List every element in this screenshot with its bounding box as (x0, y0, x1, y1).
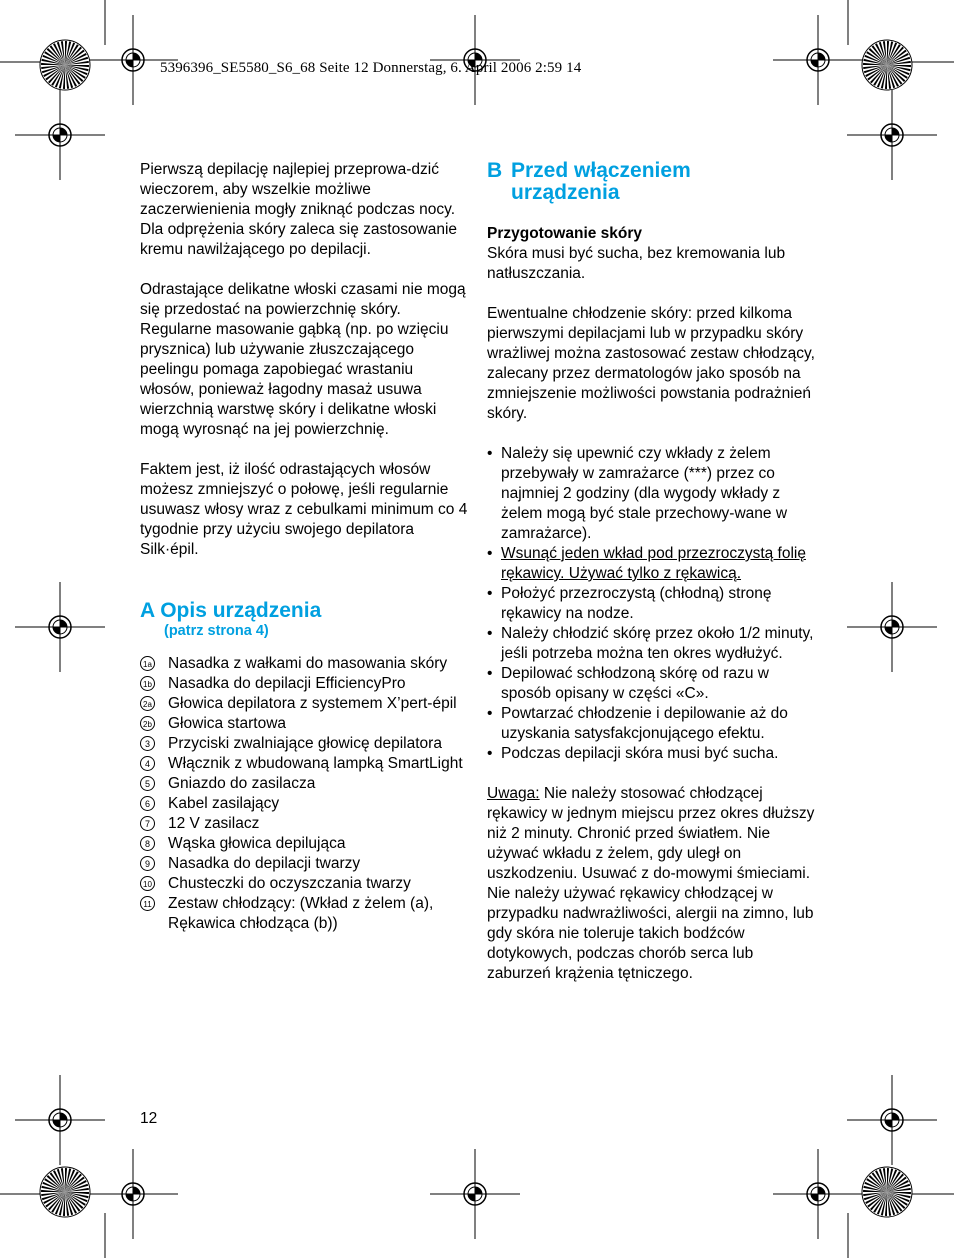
list-item: • Powtarzać chłodzenie i depilowanie aż do uzyskania satysfakcjonującego efektu. (487, 705, 788, 742)
section-b-letter: B (487, 159, 503, 182)
list-item (140, 674, 470, 694)
list-item (140, 714, 470, 734)
left-column (140, 160, 470, 934)
item-text: Zestaw chłodzący: (Wkład z żelem (a), Rękawica chłodząca (b)) (168, 895, 434, 932)
bullet-text: Podczas depilacji skóra musi być sucha. (501, 745, 779, 762)
section-b-title-line2: urządzenia (511, 181, 620, 204)
item-text: Głowica depilatora z systemem X’pert-épil (168, 695, 457, 712)
section-b-title-line1: Przed włączeniem (511, 159, 691, 182)
item-text: Nasadka do depilacji twarzy (168, 855, 361, 872)
list-item: • Depilować schłodzoną skórę od razu w sposób opisany w części «C». (487, 665, 769, 702)
list-item: • Podczas depilacji skóra musi być sucha. (487, 745, 779, 762)
intro-paragraph: Pierwszą depilację najlepiej przeprowa-dzić wieczorem, aby wszelkie możliwe zaczerwienienia mogły zniknąć podczas nocy. Dla odprężenia skóry zaleca się zastosowanie kremu nawilżającego po depilacji. (140, 161, 458, 258)
intro-paragraph: Faktem jest, iż ilość odrastających włosów możesz zmniejszyć o połowę, jeśli regularnie usuwasz włosy wraz z cebulkami minimum co 4 tygodnie przy użyciu swojego depilatora Silk·épil. (140, 461, 468, 558)
list-item (140, 794, 470, 814)
item-number-badge: 11 (140, 896, 155, 911)
list-item (140, 854, 470, 874)
item-number-badge: 2b (140, 716, 155, 731)
list-item: • Należy się upewnić czy wkłady z żelem przebywały w zamrażarce (***) przez co najmniej 2 godziny (dla wygody wkłady z żelem mogą być stale przechowy-wane w zamrażarce). (487, 445, 788, 542)
bullet-text: Wsunąć jeden wkład pod przezroczystą folię rękawicy. Używać tylko z rękawicą. (501, 545, 806, 582)
print-slug: 5396396_SE5580_S6_68 Seite 12 Donnerstag, 6. April 2006 2:59 14 (160, 60, 582, 76)
item-number-badge: 3 (140, 736, 155, 751)
list-item (140, 814, 470, 834)
item-number-badge: 7 (140, 816, 155, 831)
item-number-badge: 1a (140, 656, 155, 671)
star-target-icon (40, 40, 90, 90)
cooling-paragraph: Ewentualne chłodzenie skóry: przed kilkoma pierwszymi depilacjami lub w przypadku skóry wrażliwej można zastosować zestaw chłodzący, zalecany przez dermatologów jako sposób na zmniejszenie możliwości powstania podrażnień skóry. (487, 305, 815, 422)
item-text: Nasadka z wałkami do masowania skóry (168, 655, 448, 672)
item-number-badge: 5 (140, 776, 155, 791)
bullet-text: Depilować schłodzoną skórę od razu w sposób opisany w części «C». (501, 665, 769, 702)
section-a-subtitle: (patrz strona 4) (164, 623, 269, 639)
list-item (140, 734, 470, 754)
item-text: Wąska głowica depilująca (168, 835, 346, 852)
list-item (140, 834, 470, 854)
item-text: Głowica startowa (168, 715, 287, 732)
note-label: Uwaga: (487, 785, 540, 802)
list-item (140, 754, 470, 774)
item-text: Gniazdo do zasilacza (168, 775, 316, 792)
item-number-badge: 10 (140, 876, 155, 891)
registration-mark-icon (847, 1075, 937, 1165)
intro-paragraph: Odrastające delikatne włoski czasami nie mogą się przedostać na powierzchnię skóry. Regularne masowanie gąbką (np. po wzięciu prysznica) lub używanie złuszczającego peelingu pomaga zapobiegać wrastaniu włosów, ponieważ łagodny masaż usuwa wierzchnią warstwę skóry i delikatne włoski mogą wyrosnąć na jej powierzchnię. (140, 281, 466, 438)
list-item (140, 654, 470, 674)
item-text: 12 V zasilacz (168, 815, 260, 832)
page-number: 12 (140, 1110, 158, 1127)
star-target-icon (40, 1167, 90, 1217)
cooling-steps-list (487, 444, 817, 764)
star-target-icon (862, 40, 912, 90)
list-item (140, 874, 470, 894)
registration-mark-icon (773, 1149, 863, 1239)
note-paragraph (487, 784, 817, 984)
registration-mark-icon (847, 582, 937, 672)
bullet-text: Należy chłodzić skórę przez około 1/2 minuty, jeśli potrzeba można ten okres wydłużyć. (501, 625, 814, 662)
registration-mark-icon (15, 90, 105, 180)
list-item: • Wsunąć jeden wkład pod przezroczystą folię rękawicy. Używać tylko z rękawicą. (487, 545, 806, 582)
star-target-icon (862, 1167, 912, 1217)
item-number-badge: 9 (140, 856, 155, 871)
registration-mark-icon (773, 15, 863, 105)
item-number-badge: 8 (140, 836, 155, 851)
registration-mark-icon (430, 1149, 520, 1239)
section-b-title (487, 160, 817, 204)
right-column (487, 160, 817, 984)
list-item (140, 894, 470, 934)
registration-mark-icon (15, 1075, 105, 1165)
item-number-badge: 1b (140, 676, 155, 691)
bullet-text: Powtarzać chłodzenie i depilowanie aż do uzyskania satysfakcjonującego efektu. (501, 705, 788, 742)
note-text: Nie należy stosować chłodzącej rękawicy w jednym miejscu przez okres dłuższy niż 2 minuty. Chronić przed światłem. Nie używać wkładu z żelem, gdy uległ on uszkodzeniu. Usuwać z do-mowymi śmieciami. Nie należy używać rękawicy chłodzącej w przypadku nadwrażliwości, alergii na zimno, lub gdy skóra nie toleruje takich bodźców dotykowych, podczas chorób serca lub zaburzeń krążenia tętniczego. (487, 785, 815, 982)
registration-mark-icon (15, 582, 105, 672)
item-text: Włącznik z wbudowaną lampką SmartLight (168, 755, 463, 772)
list-item (140, 774, 470, 794)
item-number-badge: 6 (140, 796, 155, 811)
bullet-text: Należy się upewnić czy wkłady z żelem przebywały w zamrażarce (***) przez co najmniej 2 godziny (dla wygody wkłady z żelem mogą być stale przechowy-wane w zamrażarce). (501, 445, 788, 542)
registration-mark-icon (847, 90, 937, 180)
prep-heading: Przygotowanie skóry (487, 225, 643, 242)
item-text: Chusteczki do oczyszczania twarzy (168, 875, 411, 892)
registration-mark-icon (88, 1149, 178, 1239)
item-text: Kabel zasilający (168, 795, 280, 812)
parts-list (140, 654, 470, 934)
item-text: Nasadka do depilacji EfficiencyPro (168, 675, 406, 692)
list-item (140, 694, 470, 714)
section-a-title: A Opis urządzenia (140, 599, 322, 622)
item-number-badge: 4 (140, 756, 155, 771)
bullet-text: Położyć przezroczystą (chłodną) stronę rękawicy na nodze. (501, 585, 772, 622)
list-item: • Położyć przezroczystą (chłodną) stronę rękawicy na nodze. (487, 585, 772, 622)
prep-paragraph: Skóra musi być sucha, bez kremowania lub natłuszczania. (487, 245, 786, 282)
item-number-badge: 2a (140, 696, 155, 711)
item-text: Przyciski zwalniające głowicę depilatora (168, 735, 442, 752)
list-item: • Należy chłodzić skórę przez około 1/2 minuty, jeśli potrzeba można ten okres wydłużyć. (487, 625, 814, 662)
